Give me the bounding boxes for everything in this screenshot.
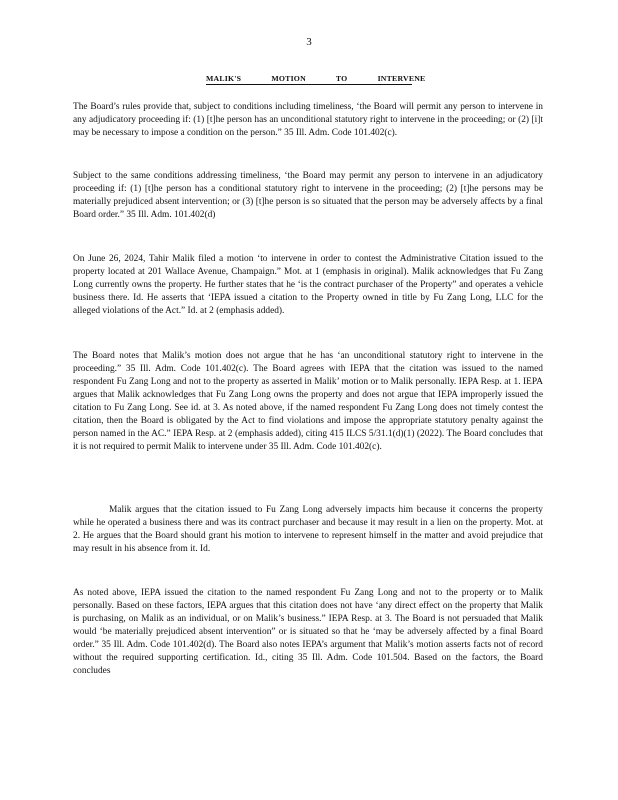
section-heading: MALIK'S MOTION TO INTERVENE <box>206 74 426 83</box>
page-number: 3 <box>306 36 312 48</box>
paragraph-as-noted-above: As noted above, IEPA issued the citation to the named respondent Fu Zang Long and not to the property or to Malik personally. Based on these factors, IEPA argues that this citation does not have ‘any direct effect on the property that Malik is purchasing, on Malik as an individual, or on Malik’s business.” IEPA Resp. at 3. The Board is not persuaded that Malik would ‘be materially prejudiced absent intervention” or is situated so that he ‘may be adversely affected by a final Board order.” 35 Ill. Adm. Code 101.402(d). The Board also notes IEPA’s argument that Malik’s motion asserts facts not of record without the required supporting certification. Id., citing 35 Ill. Adm. Code 101.504. Based on the factors, the Board concludes <box>73 588 543 676</box>
paragraph-permissive-intervention: Subject to the same conditions addressing timeliness, ‘the Board may permit any person to intervene in an adjudicatory proceeding if: (1) [t]he person has a conditional statutory right to intervene in the proceeding; (2) [t]he persons may be materially prejudiced absent intervention; or (3) [t]he person is so situated that the person may be adversely affects by a final Board order.” 35 Ill. Adm. 101.402(d) <box>73 171 543 220</box>
paragraph-malik-motion: On June 26, 2024, Tahir Malik filed a motion ‘to intervene in order to contest the Administrative Citation issued to the property located at 201 Wallace Avenue, Champaign.” Mot. at 1 (emphasis in original). Malik acknowledges that Fu Zang Long currently owns the property. He further states that he ‘is the contract purchaser of the Property” and operates a vehicle business there. Id. He asserts that ‘IEPA issued a citation to the Property owned in title by Fu Zang Long, LLC for the alleged violations of the Act.” Id. at 2 (emphasis added). <box>73 254 543 316</box>
paragraph-board-notes: The Board notes that Malik’s motion does not argue that he has ‘an unconditional statutory right to intervene in the proceeding.” 35 Ill. Adm. Code 101.402(c). The Board agrees with IEPA that the citation was issued to the named respondent Fu Zang Long and not to the property as asserted in Malik’ motion or to Malik personally. IEPA Resp. at 1. IEPA argues that Malik acknowledges that Fu Zang Long owns the property and does not argue that IEPA improperly issued the citation to Fu Zang Long. See id. at 3. As noted above, if the named respondent Fu Zang Long does not timely contest the citation, then the Board is obligated by the Act to find violations and impose the appropriate statutory penalty against the person named in the AC.” IEPA Resp. at 2 (emphasis added), citing 415 ILCS 5/31.1(d)(1) (2022). The Board concludes that it is not required to permit Malik to intervene under 35 Ill. Adm. Code 101.402(c). <box>73 351 543 452</box>
paragraph-malik-argues: Malik argues that the citation issued to Fu Zang Long adversely impacts him because it concerns the property while he operated a business there and was its contract purchaser and because it may result in a lien on the property. Mot. at 2. He argues that the Board should grant his motion to intervene to represent himself in the matter and avoid prejudice that may result in his absence from it. Id. <box>73 505 543 554</box>
paragraph-rules-intervention: The Board’s rules provide that, subject to conditions including timeliness, ‘the Board will permit any person to intervene in any adjudicatory proceeding if: (1) [t]he person has an unconditional statutory right to intervene in the proceeding; or (2) [i]t may be necessary to impose a condition on the person.” 35 Ill. Adm. Code 101.402(c). <box>73 102 543 138</box>
